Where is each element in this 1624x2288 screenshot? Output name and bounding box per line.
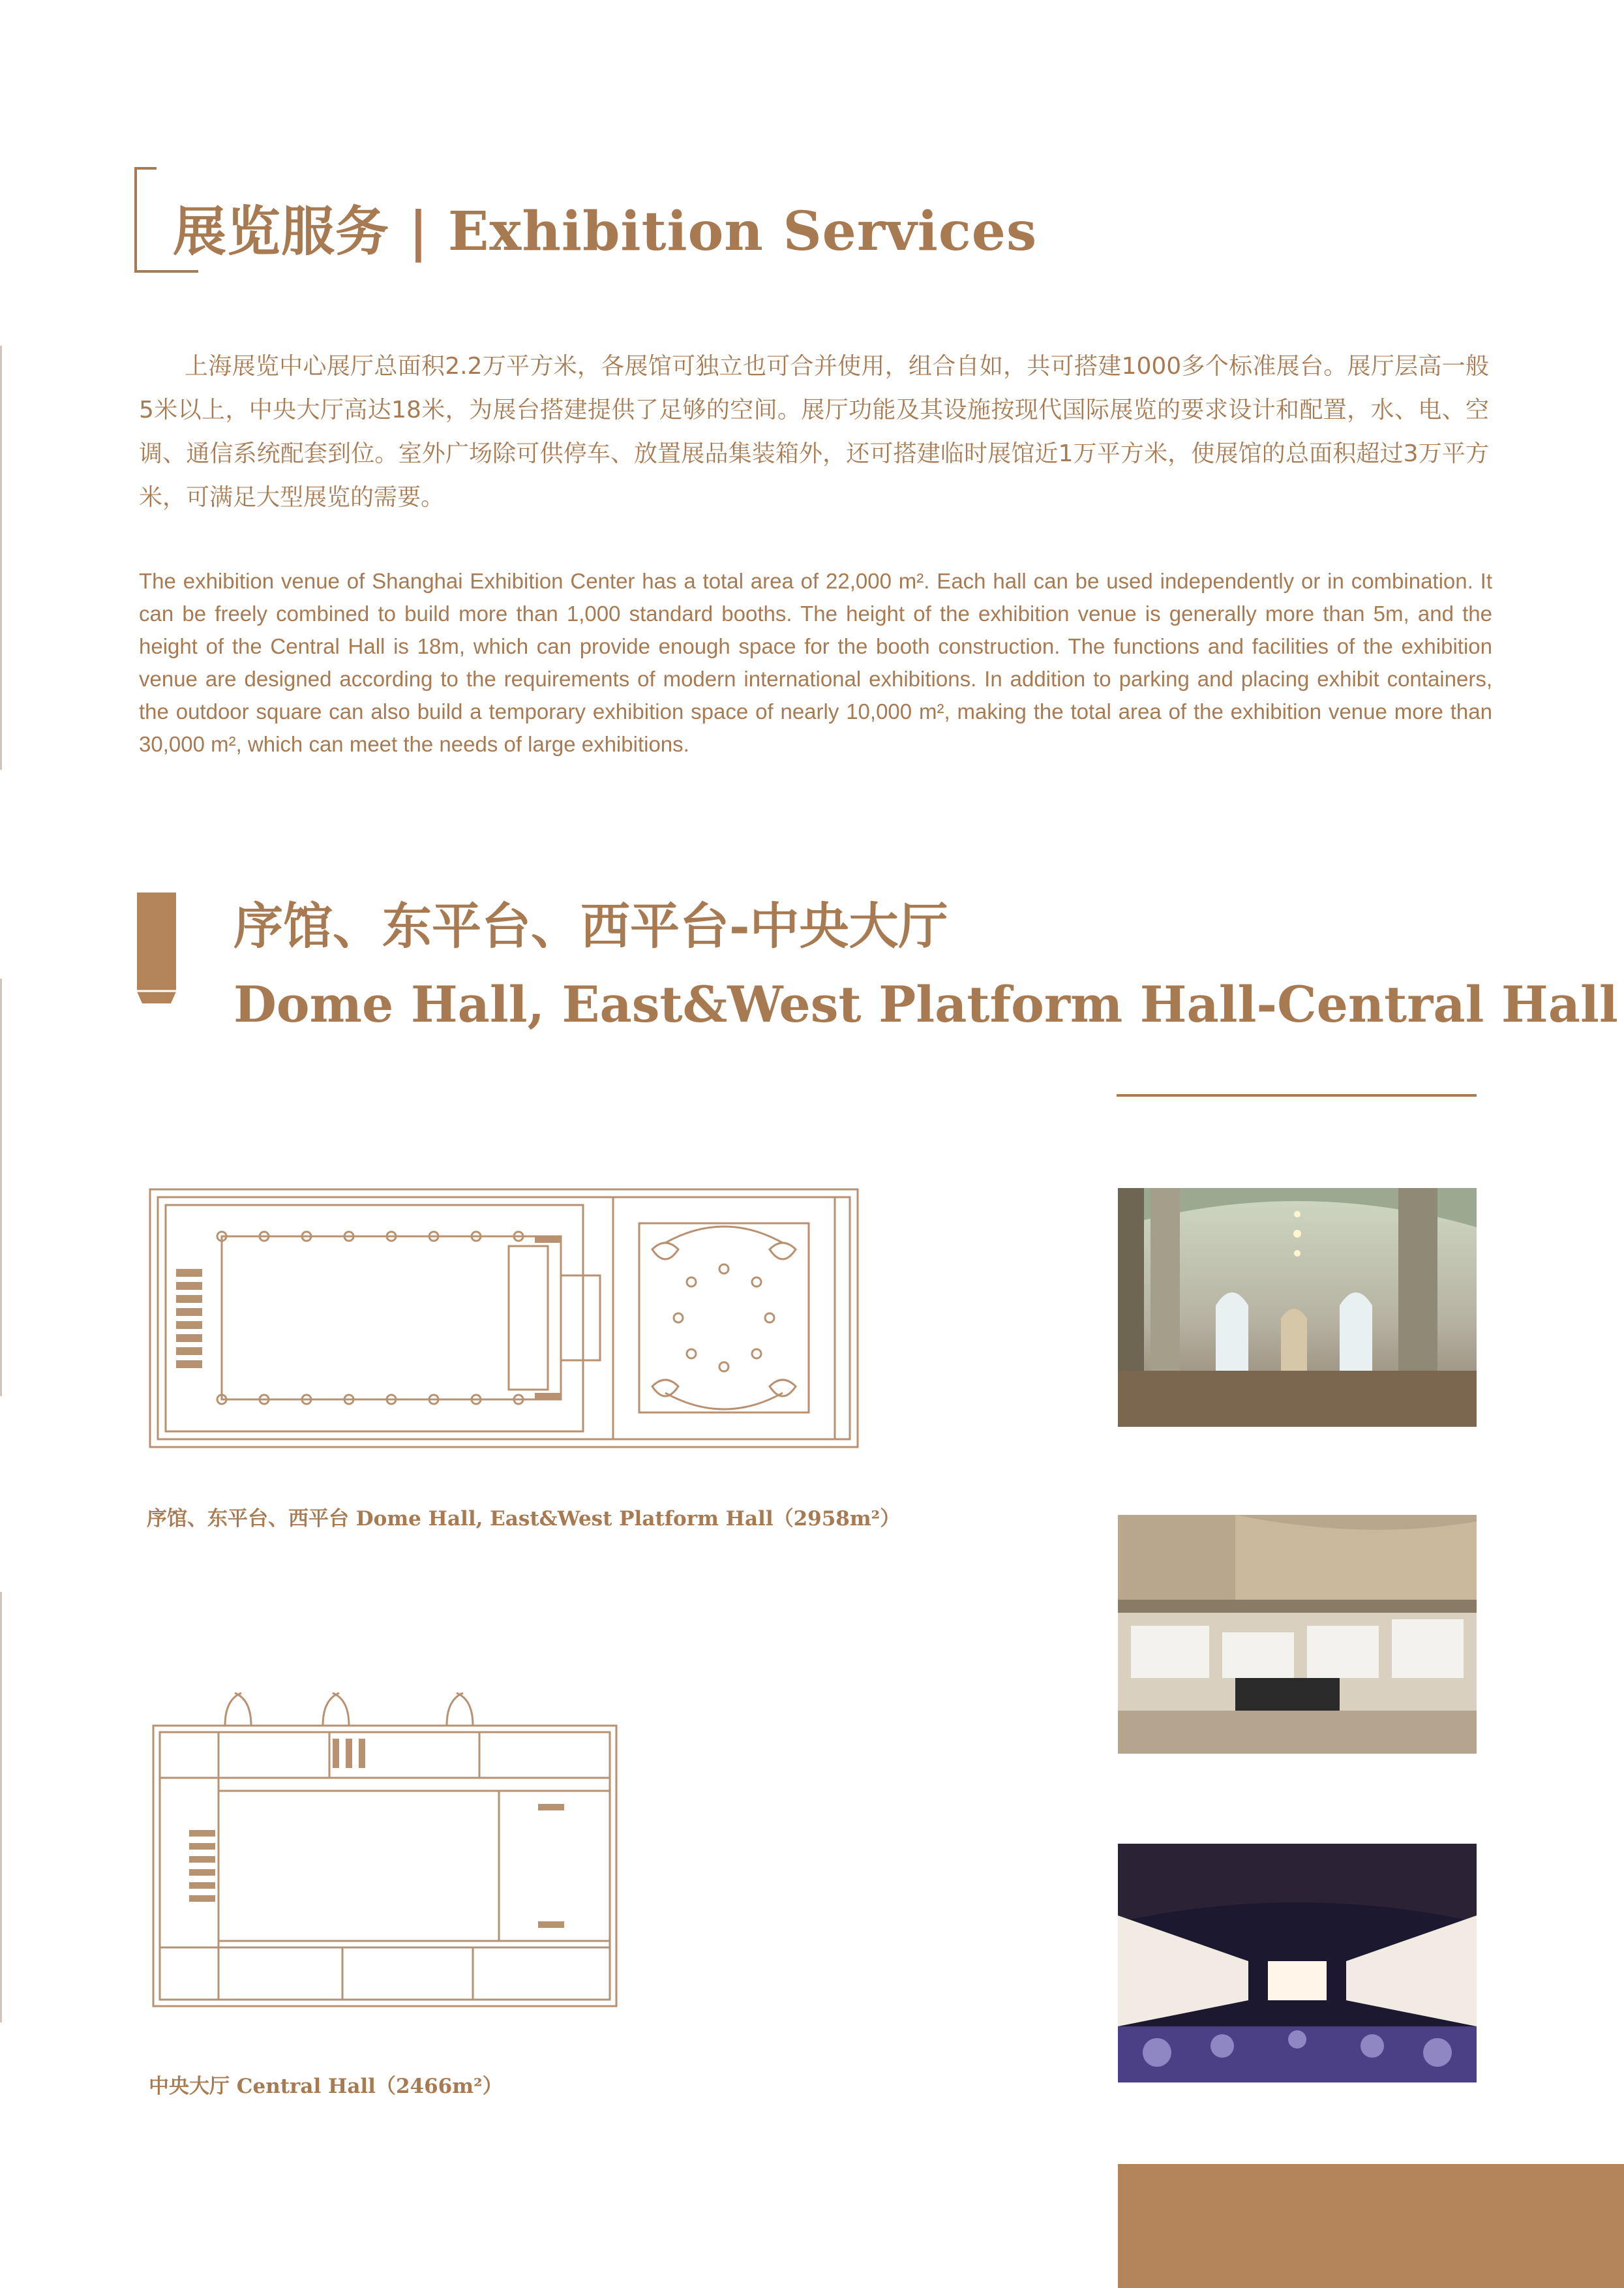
page-edge-mark: [0, 346, 2, 770]
page-title: 展览服务 | Exhibition Services: [173, 200, 1038, 263]
footer-color-block: [1118, 2164, 1624, 2288]
floor-plan-central-hall: [147, 1686, 623, 2013]
section-heading: [233, 887, 1618, 1044]
section-heading-en: Dome Hall, East&West Platform Hall-Central Hall: [233, 975, 1618, 1033]
exhibition-booths-photo: [1118, 1515, 1477, 1754]
intro-paragraph-en: The exhibition venue of Shanghai Exhibition Center has a total area of 22,000 m². Each hall can be used independently or in combination. It can be freely combined to build more than 1,000 standard booths. The height of the exhibition venue is generally more than 5m, and the height of the Central Hall is 18m, which can provide enough space for the booth construction. The functions and facilities of the exhibition venue are designed according to the requirements of modern international exhibitions. In addition to parking and placing exhibit containers, the outdoor square can also build a temporary exhibition space of nearly 10,000 m², making the total area of the exhibition venue more than 30,000 m², which can meet the needs of large exhibitions.: [139, 569, 1492, 756]
section-marker-icon: [137, 892, 176, 1003]
dome-hall-photo: [1118, 1188, 1477, 1427]
floor-plan-1-caption: 序馆、东平台、西平台 Dome Hall, East&West Platform Hall（2958m²）: [147, 1507, 901, 1531]
section-heading-cn: 序馆、东平台、西平台-中央大厅: [233, 897, 948, 955]
page-edge-mark: [0, 979, 2, 1396]
intro-paragraph-cn: 上海展览中心展厅总面积2.2万平方米，各展馆可独立也可合并使用，组合自如，共可搭建1000多个标准展台。展厅层高一般5米以上，中央大厅高达18米，为展台搭建提供了足够的空间。展厅功能及其设施按现代国际展览的要求设计和配置，水、电、空调、通信系统配套到位。室外广场除可供停车、放置展品集装箱外，还可搭建临时展馆近1万平方米，使展馆的总面积超过3万平方米，可满足大型展览的需要。: [139, 353, 1489, 511]
floor-plan-dome-hall: [143, 1184, 861, 1452]
divider-line: [1117, 1094, 1477, 1097]
page-edge-mark: [0, 1592, 2, 2022]
floor-plan-2-caption: 中央大厅 Central Hall（2466m²）: [149, 2075, 503, 2098]
central-hall-event-photo: [1118, 1844, 1477, 2082]
